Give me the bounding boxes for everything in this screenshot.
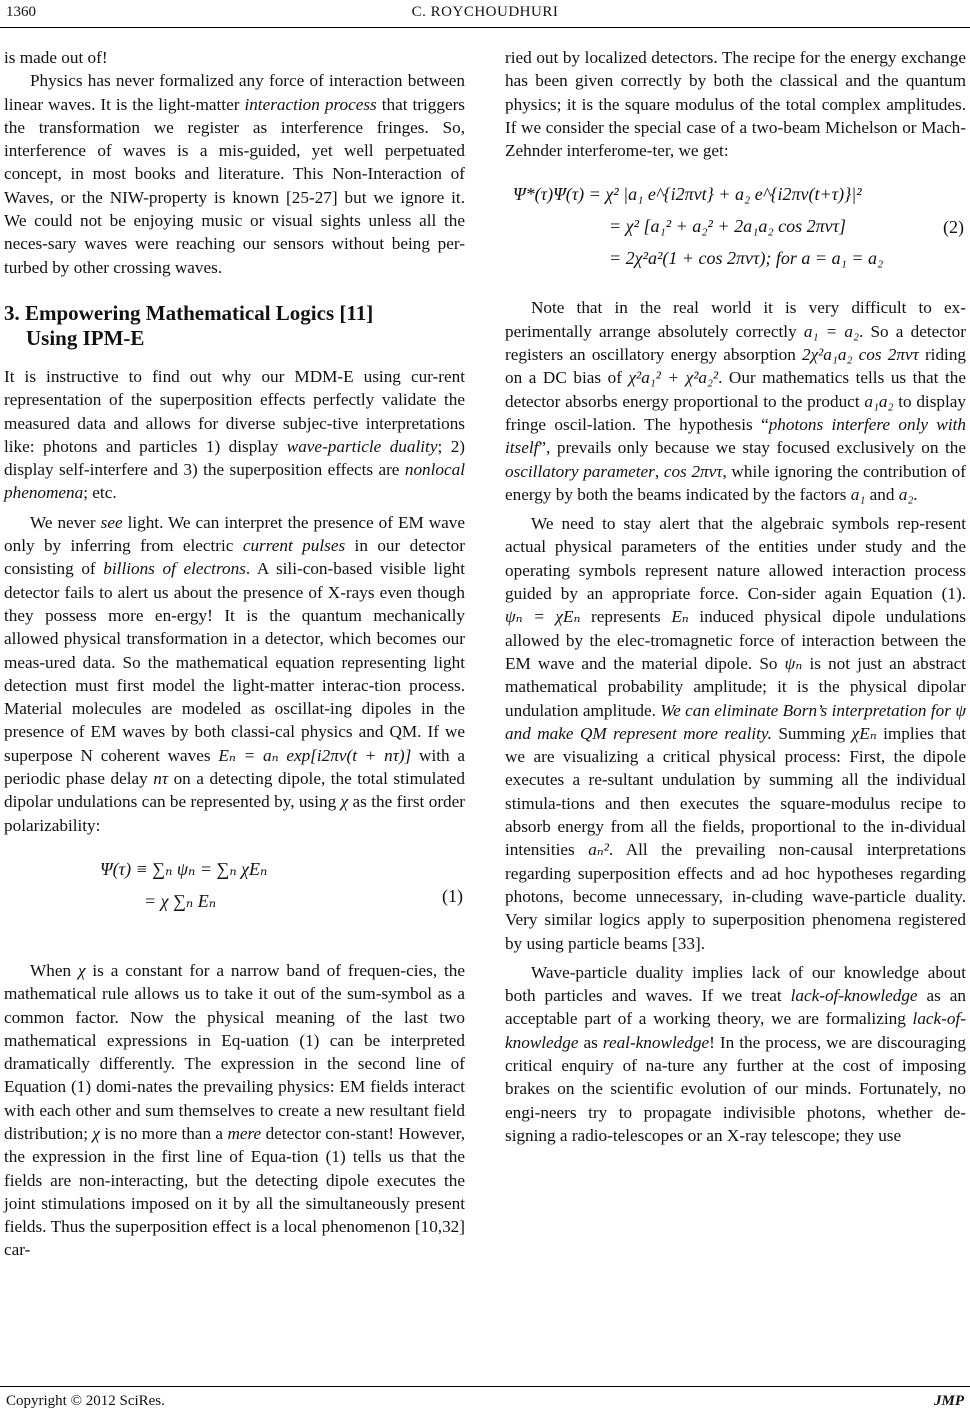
equation-1-number: (1)	[442, 885, 463, 906]
inline-math: Eₙ	[671, 607, 689, 627]
inline-math: χ	[92, 1123, 100, 1143]
paragraph-intro: It is instructive to find out why our MDM-E using cur-rent representation of the superposition effects perfectly validate the measured data and allows for diverse subjec-tive interpretations like: photons and particles 1) display wave-particle duality; 2) display self-interfere and 3) the superposition effects are nonlocal phenomena; etc.	[4, 366, 466, 503]
equation-2	[505, 172, 966, 284]
section-title-line1: 3. Empowering Mathematical Logics [11]	[4, 300, 374, 325]
footer-rule	[0, 1386, 970, 1387]
section-heading	[4, 301, 465, 351]
inline-math: aₙ²	[588, 840, 609, 860]
paragraph-detector-bias: Note that in the real world it is very difficult to ex-perimentally arrange absolutely correctly a₁ = a₂. So a detector registers an oscillatory energy absorption 2χ²a₁a₂ cos 2πντ riding on a DC bias of χ²a₁² + χ²a₂². Our mathematics tells us that the detector absorbs energy proportional to the product a₁a₂ to display fringe oscil-lation. The hypothesis “photons interfere only with itself”, prevails only because we stay focused exclusively on the oscillatory parameter, cos 2πντ, while ignoring the contribution of energy by both the beams indicated by the factors a₁ and a₂.	[505, 298, 967, 504]
inline-math: nτ	[153, 769, 169, 789]
page-number: 1360	[6, 4, 36, 20]
paragraph-chi: When χ is a constant for a narrow band of frequen-cies, the mathematical rule allows us to take it out of the sum-symbol as a common factor. Now the physical meaning of the last two mathematical expressions in Eq-uation (1) can be interpreted dramatically differently. The expression in the second line of Equation (1) domi-nates the prevailing physics: EM fields interact with each other and sum themselves to create a new resultant field distribution; χ is no more than a mere detector con-stant! However, the expression in the first line of Equa-tion (1) tells us that the fields are non-interacting, but the detecting dipole executes the joint stimulations imposed on it by all the simultaneously present fields. Thus the superposition effect is a local phenomenon [10,32] car-	[4, 960, 466, 1260]
paragraph-detection: We never see light. We can interpret the presence of EM wave only by inferring from electric current pulses in our detector consisting of billions of electrons. A sili-con-based visible light detector fails to alert us about the presence of X-rays even though they possess more en-ergy! It is the quantum mechanically allowed physical transformation in a detector, which becomes our meas-ured data. So the mathematical equation representing light detection must first model the light-matter interac-tion process. Material molecules are modeled as oscillat-ing dipoles in the presence of EM waves by both classi-cal physics and QM. If we superpose N coherent waves Eₙ = aₙ exp[i2πν(t + nτ)] with a periodic phase delay nτ on a detecting dipole, the total stimulated dipolar undulations can be represented by, using χ as the first order polarizability:	[4, 512, 466, 835]
header-rule	[0, 27, 970, 28]
copyright-notice: Copyright © 2012 SciRes.	[6, 1393, 165, 1409]
paragraph-niw: Physics has never formalized any force of interaction between linear waves. It is the light-matter interaction process that triggers the transformation we register as interference fringes. So, interference of waves is a mis-guided, yet well perpetuated concept, in most books and literature. This Non-Interaction of Waves, or the NIW-property is known [25-27] but we ignore it. We could not be enjoying music or visual sights unless all the neces-sary waves were reaching our sensors without being per-turbed by other crossing waves.	[4, 71, 465, 277]
inline-math: χ	[77, 960, 86, 980]
paragraph-continuation: is made out of!	[4, 48, 108, 67]
inline-math: χEₙ	[851, 723, 877, 743]
paragraph-duality: Wave-particle duality implies lack of our knowledge about both particles and waves. If we treat lack-of-knowledge as an acceptable part of a working theory, we are formalizing lack-of-knowledge as real-knowledge! In the process, we are discouraging critical enquiry of na-ture any further at the cost of imposing brakes on the scientific evolution of our minds. Fortunately, no engi-neers try to propagate indivisible photons, whether de-signing a radio-telescopes or an X-ray telescope; they use	[505, 962, 967, 1145]
inline-math: a₁a₂	[864, 391, 894, 411]
equation-2-line-1: Ψ*(τ)Ψ(τ) = χ² |a₁ e^{i2πνt} + a₂ e^{i2πν(t+τ)}|²	[513, 184, 862, 205]
right-column	[505, 46, 966, 1147]
paragraph-symbols: We need to stay alert that the algebraic symbols rep-resent actual physical parameters of the entities under study and the operating symbols represent nature allowed interaction process guided by an appropriate force. Con-sider again Equation (1). ψₙ = χEₙ represents Eₙ induced physical dipole undulations allowed by the elec-tromagnetic force of interaction between the EM wave and the material dipole. So ψₙ is not just an abstract mathematical probability amplitude; it is the physical dipolar undulation amplitude. We can eliminate Born’s interpretation for ψ and make QM represent more reality. Summing χEₙ implies that we are visualizing a critical physical process: First, the dipole executes a re-sultant undulation by summing all the individual stimula-tions and then executes the square-modulus recipe to absorb energy from all the fields, proportional to the in-dividual intensities aₙ². All the prevailing non-causal interpretations regarding superposition effects and ad hoc hypotheses regarding photons, become unnecessary, in-cluding wave-particle duality. Very similar logics apply to superposition phenomena registered by using particle beams [33].	[505, 514, 967, 953]
journal-abbreviation: JMP	[934, 1393, 964, 1409]
inline-math: χ	[340, 792, 349, 812]
inline-math: 2χ²a₁a₂ cos 2πντ	[802, 345, 919, 365]
page-footer	[0, 1386, 970, 1410]
section-title-line2: Using IPM-E	[26, 325, 145, 350]
paragraph-energy-exchange: ried out by localized detectors. The recipe for the energy exchange has been given correctly by both the classical and the quantum physics; it is the square modulus of the total complex amplitudes. If we consider the special case of a two-beam Michelson or Mach-Zehnder interferome-ter, we get:	[505, 48, 966, 161]
equation-1-line-1: Ψ(τ) ≡ ∑ₙ ψₙ = ∑ₙ χEₙ	[100, 858, 268, 879]
inline-math: ψₙ = χEₙ	[505, 607, 581, 627]
running-author: C. ROYCHOUDHURI	[411, 4, 559, 20]
inline-math: ψₙ	[784, 653, 803, 673]
equation-2-number: (2)	[943, 217, 964, 238]
inline-math: a₁ = a₂	[803, 321, 859, 341]
inline-math: χ²a₁² + χ²a₂²	[628, 368, 719, 388]
inline-math: ψ	[955, 700, 966, 720]
equation-1-line-2: = χ ∑ₙ Eₙ	[144, 890, 216, 911]
page-header	[0, 0, 970, 34]
inline-math: cos 2πντ	[663, 461, 723, 481]
equation-2-line-3: = 2χ²a²(1 + cos 2πντ); for a = a₁ = a₂	[609, 248, 884, 269]
left-column	[4, 46, 465, 1262]
inline-math: a₁	[850, 484, 866, 504]
inline-math: Eₙ = aₙ exp[i2πν(t + nτ)]	[218, 745, 412, 765]
inline-math: a₂	[898, 484, 914, 504]
equation-2-line-2: = χ² [a₁² + a₂² + 2a₁a₂ cos 2πντ]	[609, 216, 847, 237]
equation-1	[4, 847, 465, 947]
